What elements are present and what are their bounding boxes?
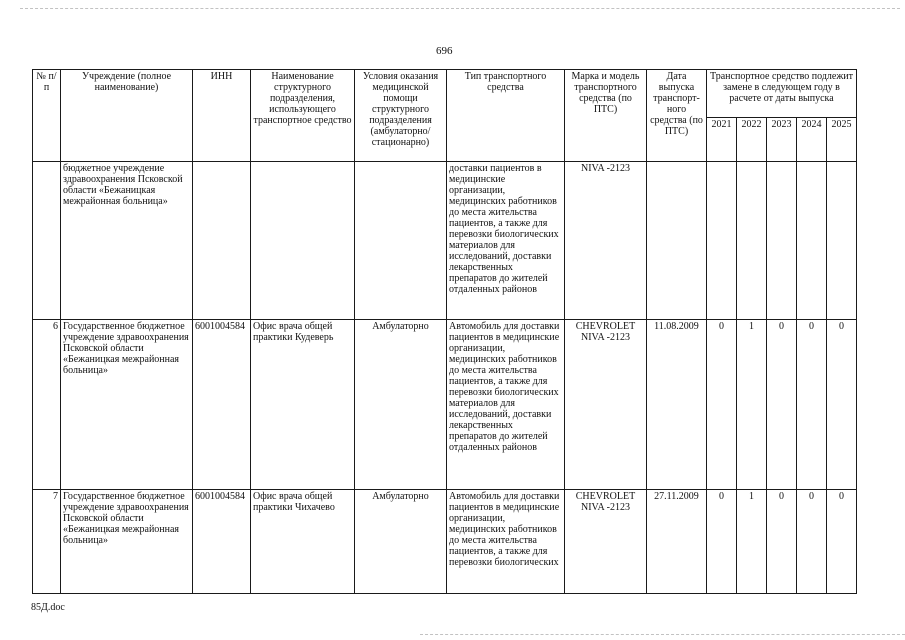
table-row <box>33 490 857 594</box>
cell-year-2025: 0 <box>827 490 857 594</box>
cell-num: 7 <box>33 490 61 594</box>
cell-release-date <box>647 162 707 320</box>
cell-model: CHEVROLET NIVA -2123 <box>565 490 647 594</box>
cell-year-2023: 0 <box>767 320 797 490</box>
cell-institution: бюджетное учреждение здравоохранения Псковской области «Бежаницкая межрайонная больница» <box>61 162 193 320</box>
cell-year-2021 <box>707 162 737 320</box>
cell-year-2024: 0 <box>797 490 827 594</box>
cell-inn: 6001004584 <box>193 320 251 490</box>
table-row-continuation <box>33 162 857 320</box>
header-institution: Учреждение (полное наименование) <box>61 70 193 162</box>
cell-year-2021: 0 <box>707 490 737 594</box>
cell-model: NIVA -2123 <box>565 162 647 320</box>
cell-vehicle-type: Автомобиль для доставки пациентов в медицинские организации, медицинских работников до места жительства пациентов, а также для перевозки биологических <box>447 490 565 594</box>
table-row <box>33 320 857 490</box>
header-year: 2025 <box>827 118 857 162</box>
cell-year-2021: 0 <box>707 320 737 490</box>
cell-year-2022: 1 <box>737 320 767 490</box>
header-year: 2024 <box>797 118 827 162</box>
cell-year-2023: 0 <box>767 490 797 594</box>
header-inn: ИНН <box>193 70 251 162</box>
header-year: 2021 <box>707 118 737 162</box>
cell-vehicle-type: доставки пациентов в медицинские организации, медицинских работников до места жительства пациентов, а также для перевозки биологических материалов для исследований, доставки лекарственных препаратов до жителей отдаленных районов <box>447 162 565 320</box>
cell-institution: Государственное бюджетное учреждение здравоохранения Псковской области «Бежаницкая межрайонная больница» <box>61 490 193 594</box>
cell-num: 6 <box>33 320 61 490</box>
header-num: № п/п <box>33 70 61 162</box>
header-release-date: Дата выпуска транспорт- ного средства (по ПТС) <box>647 70 707 162</box>
header-conditions: Условия оказания медицинской помощи структурного подразделения (амбулаторно/ стационарно) <box>355 70 447 162</box>
header-year: 2022 <box>737 118 767 162</box>
cell-subdivision: Офис врача общей практики Чихачево <box>251 490 355 594</box>
header-vehicle-type: Тип транспортного средства <box>447 70 565 162</box>
header-replacement-group: Транспортное средство подлежит замене в следующем году в расчете от даты выпуска <box>707 70 857 118</box>
cell-year-2024 <box>797 162 827 320</box>
cell-conditions: Амбулаторно <box>355 490 447 594</box>
cell-vehicle-type: Автомобиль для доставки пациентов в медицинские организации, медицинских работников до места жительства пациентов, а также для перевозки биологических материалов для исследований, доставки лекарственных препаратов до жителей отдаленных районов <box>447 320 565 490</box>
scan-edge-top <box>20 8 900 9</box>
cell-conditions: Амбулаторно <box>355 320 447 490</box>
cell-subdivision: Офис врача общей практики Кудеверь <box>251 320 355 490</box>
cell-year-2025: 0 <box>827 320 857 490</box>
footer-filename: 85Д.doc <box>31 602 65 613</box>
cell-year-2023 <box>767 162 797 320</box>
cell-inn <box>193 162 251 320</box>
cell-release-date: 11.08.2009 <box>647 320 707 490</box>
cell-year-2024: 0 <box>797 320 827 490</box>
cell-year-2025 <box>827 162 857 320</box>
cell-year-2022 <box>737 162 767 320</box>
cell-conditions <box>355 162 447 320</box>
page-number: 696 <box>436 45 453 57</box>
cell-institution: Государственное бюджетное учреждение здравоохранения Псковской области «Бежаницкая межрайонная больница» <box>61 320 193 490</box>
cell-subdivision <box>251 162 355 320</box>
cell-model: CHEVROLET NIVA -2123 <box>565 320 647 490</box>
header-model: Марка и модель транспортного средства (по ПТС) <box>565 70 647 162</box>
header-year: 2023 <box>767 118 797 162</box>
cell-num <box>33 162 61 320</box>
cell-inn: 6001004584 <box>193 490 251 594</box>
cell-year-2022: 1 <box>737 490 767 594</box>
vehicle-table <box>32 69 857 594</box>
header-subdivision: Наименование структурного подразделения, использующего транспортное средство <box>251 70 355 162</box>
scan-edge-bottom <box>420 634 905 635</box>
cell-release-date: 27.11.2009 <box>647 490 707 594</box>
